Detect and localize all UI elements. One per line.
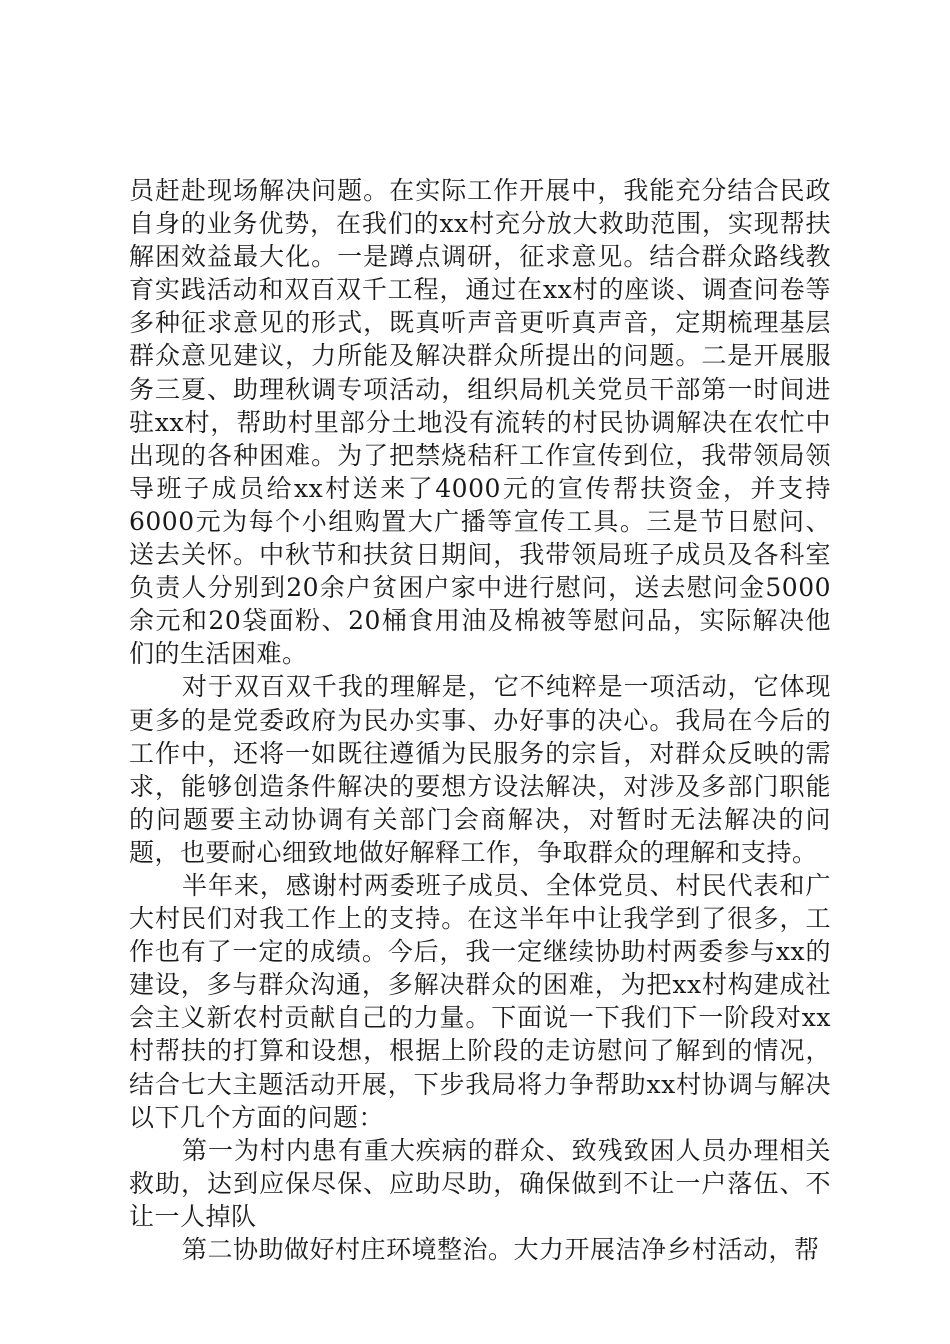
paragraph-half-year: 半年来，感谢村两委班子成员、全体党员、村民代表和广大村民们对我工作上的支持。在这半年中让我学到了很多，工作也有了一定的成绩。今后，我一定继续协助村两委参与xx的建设，多与群众沟通，多解决群众的困难，为把xx村构建成社会主义新农村贡献自己的力量。下面说一下我们下一阶段对xx村帮扶的打算和设想，根据上阶段的走访慰问了解到的情况，结合七大主题活动开展，下步我局将力争帮助xx村协调与解决以下几个方面的问题： [129,870,831,1132]
paragraph-second-item: 第二协助做好村庄环境整治。大力开展洁净乡村活动，帮 [182,1235,820,1264]
paragraph-understanding: 对于双百双千我的理解是，它不纯粹是一项活动，它体现更多的是党委政府为民办实事、办好事的决心。我局在今后的工作中，还将一如既往遵循为民服务的宗旨，对群众反映的需求，能够创造条件解决的要想方设法解决，对涉及多部门职能的问题要主动协调有关部门会商解决，对暂时无法解决的问题，也要耐心细致地做好解释工作，争取群众的理解和支持。 [129,672,831,867]
document-body [129,174,831,1266]
paragraph-first-item: 第一为村内患有重大疾病的群众、致残致困人员办理相关救助，达到应保尽保、应助尽助，确保做到不让一户落伍、不让一人掉队 [129,1135,831,1231]
paragraph-continuation: 员赶赴现场解决问题。在实际工作开展中，我能充分结合民政自身的业务优势，在我们的xx村充分放大救助范围，实现帮扶解困效益最大化。一是蹲点调研，征求意见。结合群众路线教育实践活动和双百双千工程，通过在xx村的座谈、调查问卷等多种征求意见的形式，既真听声音更听真声音，定期梳理基层群众意见建议，力所能及解决群众所提出的问题。二是开展服务三夏、助理秋调专项活动，组织局机关党员干部第一时间进驻xx村，帮助村里部分土地没有流转的村民协调解决在农忙中出现的各种困难。为了把禁烧秸秆工作宣传到位，我带领局领导班子成员给xx村送来了4000元的宣传帮扶资金，并支持6000元为每个小组购置大广播等宣传工具。三是节日慰问、送去关怀。中秋节和扶贫日期间，我带领局班子成员及各科室负责人分别到20余户贫困户家中进行慰问，送去慰问金5000余元和20袋面粉、20桶食用油及棉被等慰问品，实际解决他们的生活困难。 [129,176,831,669]
